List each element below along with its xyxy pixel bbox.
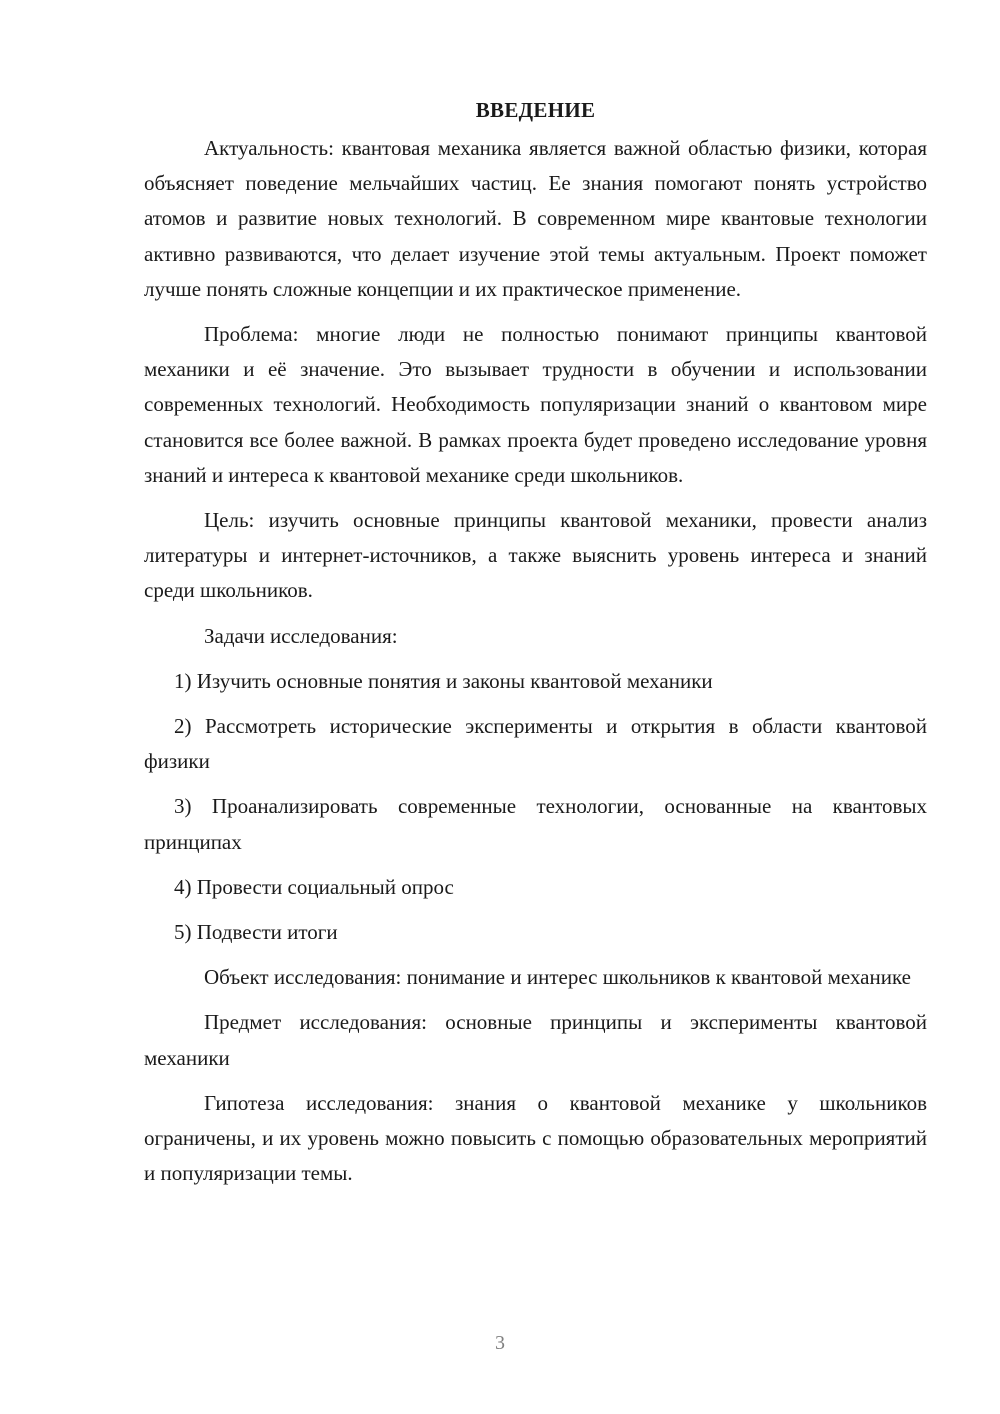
paragraph-relevance: Актуальность: квантовая механика является важной областью физики, которая объясняет поведение мельчайших частиц. Ее знания помогают понять устройство атомов и развитие новых технологий. В современном мире квантовые технологии активно развиваются, что делает изучение этой темы актуальным. Проект поможет лучше понять сложные концепции и их практическое применение. [144,136,927,301]
paragraph-hypothesis: Гипотеза исследования: знания о квантовой механике у школьников ограничены, и их уровень можно повысить с помощью образовательных мероприятий и популяризации темы. [144,1090,927,1186]
task-item-2: 2) Рассмотреть исторические эксперименты и открытия в области квантовой физики [144,714,927,774]
paragraph-tasks-heading: Задачи исследования: [204,623,398,648]
paragraph-problem: Проблема: многие люди не полностью понимают принципы квантовой механики и её значение. Это вызывает трудности в обучении и использовании современных технологий. Необходимость популяризации знаний о квантовом мире становится все более важной. В рамках проекта будет проведено исследование уровня знаний и интереса к квантовой механике среди школьников. [144,322,927,487]
page-title: ВВЕДЕНИЕ [475,98,596,122]
paragraph-goal: Цель: изучить основные принципы квантовой механики, провести анализ литературы и интернет-источников, а также выяснить уровень интереса и знаний среди школьников. [144,508,927,603]
paragraph-object: Объект исследования: понимание и интерес школьников к квантовой механике [204,965,911,990]
document-page [144,92,927,1201]
task-item-3: 3) Проанализировать современные технологии, основанные на квантовых принципах [144,794,927,854]
task-item-4: 4) Провести социальный опрос [174,874,454,899]
page-number: 3 [495,1332,505,1354]
paragraph-subject: Предмет исследования: основные принципы и эксперименты квантовой механики [144,1010,927,1070]
task-item-1: 1) Изучить основные понятия и законы квантовой механики [174,668,713,693]
task-item-5: 5) Подвести итоги [174,920,338,945]
